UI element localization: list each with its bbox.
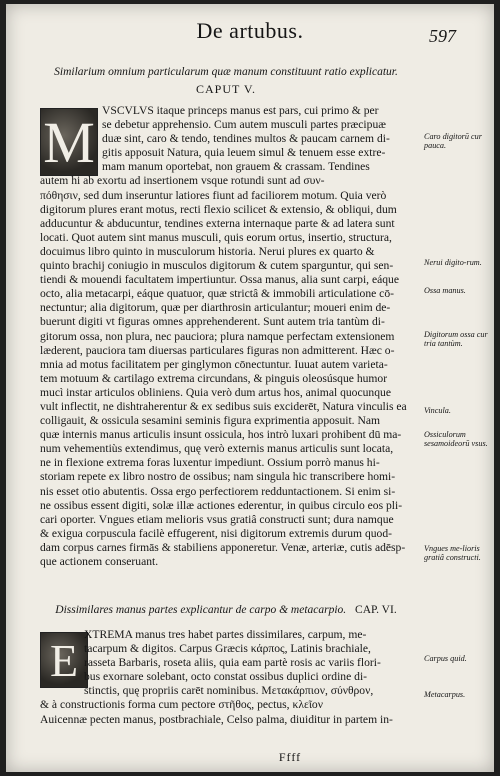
- running-head: De artubus.: [196, 18, 304, 43]
- text-line: XTREMA manus tres habet partes dissimilares, carpum, me-: [84, 628, 367, 641]
- signature-text: Ffff: [278, 750, 302, 764]
- chapter-6-body: [40, 628, 418, 727]
- text-line: tacarpum & digitos. Carpus Græcis κάρπος, Latinis brachiale,: [84, 642, 371, 656]
- text-line: nectuntur; alia digitorum, quæ per diarthrosin articulantur; moueri enim de-: [40, 301, 391, 315]
- text-line: & à constructionis forma cum pectore στῆθος, pectus, κλεῖον: [40, 698, 323, 712]
- text-line: quinto brachij coniugio in musculos digitorum & cutem sparguntur, qui sen-: [40, 259, 394, 273]
- book-page: [6, 4, 494, 772]
- text-line: autem hi ab exortu ad insertionem vsque rotundi sunt ad συν-: [40, 174, 325, 188]
- text-line: digitorum plures erant motus, recti flexio scilicet & extensio, & obliqui, dum: [40, 202, 397, 216]
- chapter-6-title-text: Dissimilares manus partes explicantur de carpo & metacarpio.: [55, 604, 347, 616]
- margin-note: Carpus quid.: [424, 654, 467, 663]
- margin-note: Ossiculorum sesamoideorū vsus.: [424, 430, 488, 448]
- decorated-initial-e: E: [40, 632, 88, 688]
- text-line: storiam repete ex libro nostro de ossibus; nam singula hic transcribere homi-: [40, 470, 396, 484]
- text-line: tiendi & mouendi facultatem impertiuntur. Ossa manus, alia sunt carpi, eáque: [40, 273, 399, 287]
- text-line: mam manum oportebat, non grauem & crassam. Tendines: [102, 160, 370, 174]
- text-line: tem motuum & cartilago extrema circundans, & pinguis oleosúsque humor: [40, 371, 388, 385]
- text-line: cari oporter. Vngues etiam melioris vsus gratiâ constructi sunt; dura namque: [40, 512, 394, 526]
- text-line: læderent, pauciora tam diuersas particulares figuras non admitterent. Hæc o-: [40, 343, 395, 357]
- margin-note: Ossa manus.: [424, 286, 466, 295]
- text-line: Auicennæ pecten manus, postbrachiale, Celso palma, diuiditur in partem in-: [40, 712, 393, 726]
- margin-note: Vngues me-lioris gratiâ constructi.: [424, 544, 481, 562]
- text-line: se debetur apprehensio. Cum autem musculi partes præcipuæ: [102, 118, 386, 132]
- chapter-6-heading: CAP. VI.: [355, 604, 397, 616]
- text-line: dam corpus carnes firmās & stabiliens apponeretur. Venæ, arteriæ, cutis adēsp-: [40, 540, 406, 554]
- text-line: locati. Quot autem sint manus musculi, quis eorum ortus, insertio, structura,: [40, 230, 392, 244]
- text-line: gitorum ossa, non plura, nec pauciora; plura namque perfectam extensionem: [40, 329, 395, 343]
- chapter-5-body: [40, 104, 418, 569]
- text-line: stinctis, quę propriis carēt nominibus. Μετακάρπιον, σύνθρον,: [84, 684, 374, 698]
- page-number: 597: [429, 26, 456, 46]
- chapter-5-heading: CAPUT V.: [195, 82, 257, 96]
- text-line: nis esset otio abutentis. Ossa ergo perfectiorem redduntactionem. Si enim si-: [40, 484, 396, 498]
- text-line: ne ossibus essent digiti, solæ illæ actiones ederentur, in quibus circulo eos pli-: [40, 498, 403, 512]
- margin-note: Digitorum ossa cur tria tantùm.: [424, 330, 488, 348]
- text-line: vult inflectit, ne dishtraherentur & ex sedibus suis exciderēt, Natura vinculis ea: [40, 399, 407, 413]
- chapter-5-title: Similarium omnium particularum quæ manum constituunt ratio explicatur.: [54, 66, 398, 78]
- margin-note: Vincula.: [424, 406, 451, 415]
- margin-note: Nerui digito-rum.: [424, 258, 482, 267]
- chapter-6-title: [26, 604, 426, 617]
- text-line: bus exornare solebant, octo constat ossibus duplici ordine di-: [84, 670, 368, 684]
- text-line: quæ internis manus articulis insunt ossicula, hos intrò luxari prohibent dū ma-: [40, 428, 402, 442]
- text-line: octo, alia metacarpi, eáque quatuor, quæ strictâ & immobili articulatione cō-: [40, 287, 394, 301]
- margin-note: Metacarpus.: [424, 690, 466, 699]
- text-line: num vehementiùs extendimus, quę verò externis manus articulis sunt locata,: [40, 442, 394, 456]
- text-line: duæ sint, caro & tendo, tendines multos & paucam carnem di-: [102, 132, 390, 146]
- text-line: πόθησιν, sed dum inseruntur latiores fiunt ad faciliorem motum. Quia verò: [40, 188, 387, 202]
- signature-mark: [6, 750, 494, 765]
- text-line: mucì instar articulos obliniens. Quia verò dum artus hos, animal quocunque: [40, 385, 391, 399]
- text-line: gitis apposuit Natura, quia leuem simul & tenuem esse extre-: [102, 146, 386, 160]
- decorated-initial-m: M: [40, 108, 98, 176]
- text-line: VSCVLVS itaque princeps manus est pars, cui primo & per: [102, 104, 379, 117]
- text-line: ne in flexione extrema foras luxentur impediunt. Ossium porrò manus hi-: [40, 456, 380, 470]
- text-line: que actionem conseruant.: [40, 555, 159, 568]
- text-line: & exigua corpuscula facilè effugerent, nisi digitorum extremis durum quod-: [40, 526, 393, 540]
- text-line: rasseta Barbaris, roseta aliis, quia eam partè rosis ac variis flori-: [84, 656, 381, 670]
- text-line: buerunt digiti vt figuras omnes apprehenderent. Sunt autem tria tantùm di-: [40, 315, 385, 329]
- margin-note: Caro digitorū cur pauca.: [424, 132, 482, 150]
- text-line: colligauit, & ossicula sesamini seminis figura exprimentia apposuit. Nam: [40, 414, 381, 428]
- text-line: docuimus libro quinto in musculorum historia. Nerui plures ex quarto &: [40, 244, 375, 258]
- text-line: adducuntur & abducuntur, tendines externa internaque parte & ad latera sunt: [40, 216, 395, 230]
- text-line: mnia ad motus facilitatem per ginglymon cōnectuntur. Iuuat autem varieta-: [40, 357, 388, 371]
